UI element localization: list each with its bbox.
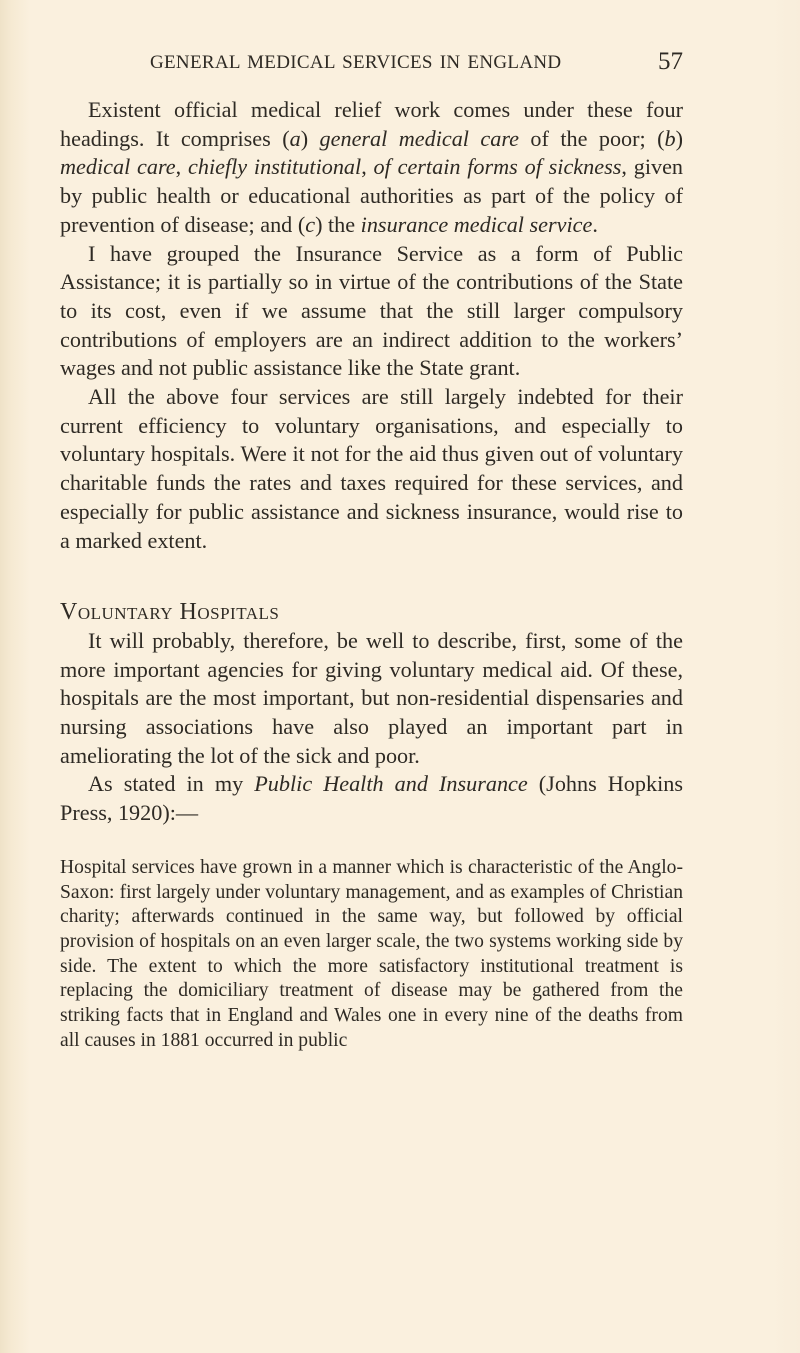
italic-book-title: Public Health and Insurance	[254, 771, 528, 797]
italic-letter-b: b	[664, 125, 676, 151]
paragraph-voluntary-organisations: All the above four services are still largely indebted for their current efficiency to voluntary organisations, and especially to voluntary hospitals. Were it not for the aid thus given out of voluntary charitable funds the rates and taxes required for these services, and especially for public assistance and sickness insurance, would rise to a marked extent.	[60, 384, 683, 553]
text-run: Existent official medical relief work comes under these four headings. It comprises (	[60, 97, 683, 151]
text-run: (Johns Hopkins Press, 1920):—	[60, 771, 683, 826]
text-run: ,	[361, 154, 374, 180]
italic-chiefly-institutional: chiefly institutional	[188, 154, 362, 180]
italic-certain-forms-of-sickness: of certain forms of sickness	[373, 154, 622, 180]
block-quote: Hospital services have grown in a manner which is characteristic of the Anglo-Saxon: first largely under voluntary management, and as examples of Christian charity; afterwards continued in the same way, but followed by official provision of hospitals on an even larger scale, the two systems working side by side. The extent to which the more satisfactory institutional treatment is replacing the domiciliary treatment of disease may be gathered from the striking facts that in England and Wales one in every nine of the deaths from all causes in 1881 occurred in public	[60, 856, 683, 1051]
text-run: of the poor; (	[519, 125, 665, 151]
body-text	[60, 96, 683, 1054]
running-title: GENERAL MEDICAL SERVICES IN ENGLAND	[150, 52, 562, 73]
section-heading: Voluntary Hospitals	[60, 599, 280, 626]
text-run: , given by public health or educational authorities as part of the policy of prevention of disease; and (	[60, 154, 684, 237]
paragraph-insurance-service: I have grouped the Insurance Service as a form of Public Assistance; it is partially so in virtue of the contributions of the State to its cost, even if we assume that the still larger compulsory contributions of employers are an indirect addition to the workers’ wages and not public assistance like the State grant.	[60, 240, 683, 381]
text-run: )	[300, 125, 320, 151]
italic-medical-care: medical care	[60, 154, 176, 180]
page-number: 57	[658, 48, 683, 75]
text-run: As stated in my	[88, 771, 255, 797]
italic-letter-c: c	[305, 211, 316, 237]
paragraph-agencies: It will probably, therefore, be well to describe, first, some of the more important agencies for giving voluntary medical aid. Of these, hospitals are the most important, but non-residential dispensaries and nursing associations have also played an important part in ameliorating the lot of the sick and poor.	[60, 627, 683, 768]
text-run: .	[592, 211, 598, 237]
text-run: ,	[175, 154, 188, 180]
paragraph-citation	[60, 770, 683, 827]
running-head	[60, 48, 683, 82]
italic-letter-a: a	[289, 125, 301, 151]
italic-insurance-medical-service: insurance medical service	[360, 211, 593, 237]
text-run: ) the	[315, 211, 361, 237]
paragraph-headings	[60, 96, 683, 240]
italic-general-medical-care: general medical care	[319, 125, 519, 151]
text-run: )	[675, 125, 684, 151]
